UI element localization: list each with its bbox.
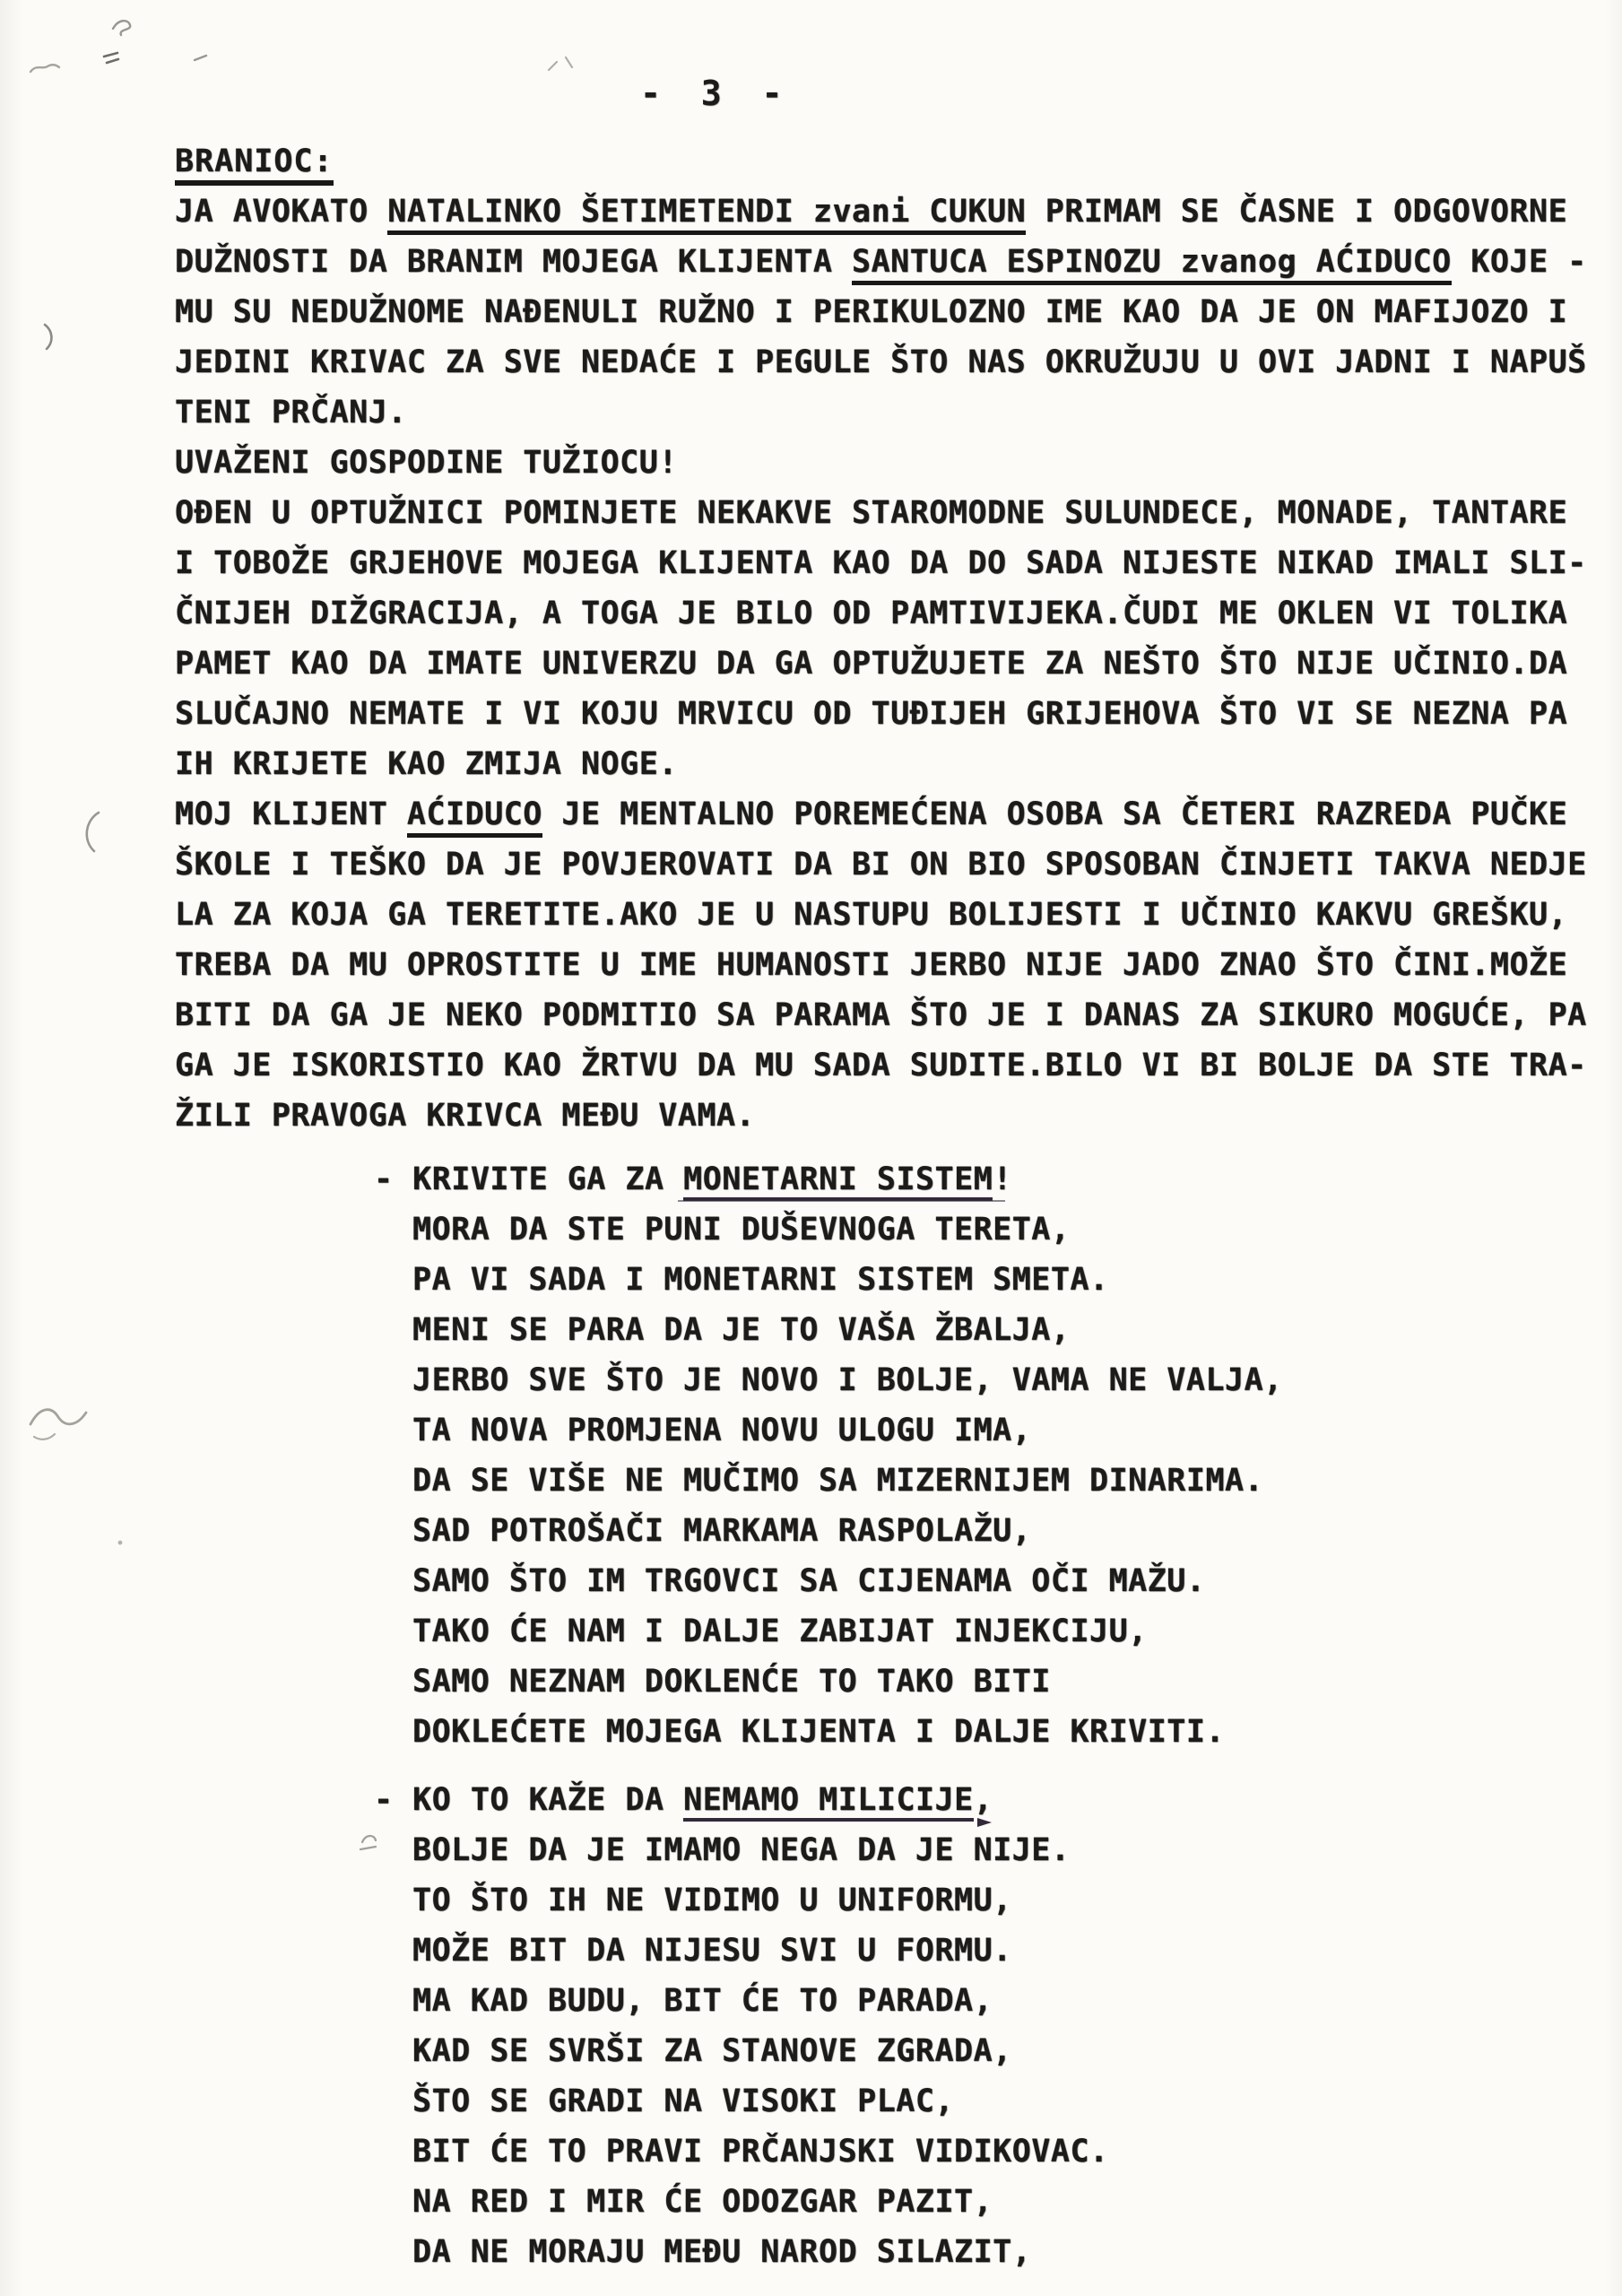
text-line	[0, 136, 1622, 187]
text-segment: DUŽNOSTI DA BRANIM MOJEGA KLIJENTA	[175, 244, 853, 280]
text-segment: TA NOVA PROMJENA NOVU ULOGU IMA,	[412, 1413, 1032, 1448]
text-segment: TENI PRČANJ.	[175, 395, 407, 430]
text-line	[0, 1825, 1622, 1875]
text-line	[0, 387, 1622, 438]
text-segment: ,	[973, 1782, 993, 1818]
text-segment: LA ZA KOJA GA TERETITE.AKO JE U NASTUPU BOLIJESTI I UČINIO KAKVU GREŠKU,	[175, 897, 1568, 933]
text-line	[0, 1707, 1622, 1757]
underlined-text-segment: SANTUCA ESPINOZU zvanog AĆIDUCO	[852, 244, 1452, 285]
text-segment: PRIMAM SE ČASNE I ODGOVORNE	[1026, 194, 1568, 230]
text-line	[0, 187, 1622, 237]
underlined-text-segment: MONETARNI SISTEM	[683, 1161, 993, 1201]
text-line	[0, 1926, 1622, 1976]
text-line	[0, 538, 1622, 588]
text-line	[0, 1606, 1622, 1657]
text-segment: MENI SE PARA DA JE TO VAŠA ŽBALJA,	[412, 1312, 1071, 1348]
text-segment: !	[993, 1161, 1012, 1197]
text-line	[0, 1355, 1622, 1405]
text-line	[0, 488, 1622, 538]
text-segment: MA KAD BUDU, BIT ĆE TO PARADA,	[412, 1983, 993, 2019]
text-segment: BITI DA GA JE NEKO PODMITIO SA PARAMA ŠTO JE I DANAS ZA SIKURO MOGUĆE, PA	[175, 997, 1587, 1033]
text-segment: JA AVOKATO	[175, 194, 388, 230]
text-line	[0, 2026, 1622, 2076]
text-line	[0, 1255, 1622, 1305]
pencil-mark-icon	[30, 65, 59, 72]
text-line	[0, 1456, 1622, 1506]
text-segment: MORA DA STE PUNI DUŠEVNOGA TERETA,	[412, 1212, 1071, 1248]
text-segment: - KRIVITE GA ZA	[374, 1161, 684, 1197]
text-line	[0, 1775, 1622, 1825]
text-segment: NA RED I MIR ĆE ODOZGAR PAZIT,	[412, 2184, 993, 2220]
text-segment: TREBA DA MU OPROSTITE U IME HUMANOSTI JERBO NIJE JADO ZNAO ŠTO ČINI.MOŽE	[175, 947, 1568, 983]
text-segment: ČNIJEH DIŽGRACIJA, A TOGA JE BILO OD PAMTIVIJEKA.ČUDI ME OKLEN VI TOLIKA	[175, 596, 1568, 631]
text-line	[0, 1976, 1622, 2026]
text-line	[0, 1305, 1622, 1355]
text-segment: TAKO ĆE NAM I DALJE ZABIJAT INJEKCIJU,	[412, 1613, 1148, 1649]
text-line	[0, 1091, 1622, 1141]
text-segment: I TOBOŽE GRJEHOVE MOJEGA KLIJENTA KAO DA DO SADA NIJESTE NIKAD IMALI SLI-	[175, 545, 1587, 581]
text-segment: UVAŽENI GOSPODINE TUŽIOCU!	[175, 445, 678, 481]
text-segment: PA VI SADA I MONETARNI SISTEM SMETA.	[412, 1262, 1109, 1298]
text-line	[0, 890, 1622, 940]
text-line	[0, 287, 1622, 337]
text-segment: MOJ KLIJENT	[175, 796, 407, 832]
text-segment: BOLJE DA JE IMAMO NEGA DA JE NIJE.	[412, 1832, 1071, 1868]
text-segment: GA JE ISKORISTIO KAO ŽRTVU DA MU SADA SUDITE.BILO VI BI BOLJE DA STE TRA-	[175, 1048, 1587, 1083]
underlined-text-segment: NEMAMO MILICIJE	[683, 1782, 974, 1822]
text-segment: JE MENTALNO POREMEĆENA OSOBA SA ČETERI RAZREDA PUČKE	[542, 796, 1568, 832]
text-segment: BIT ĆE TO PRAVI PRČANJSKI VIDIKOVAC.	[412, 2134, 1109, 2170]
text-line	[0, 940, 1622, 990]
text-segment: ŠKOLE I TEŠKO DA JE POVJEROVATI DA BI ON BIO SPOSOBAN ČINJETI TAKVA NEDJE	[175, 847, 1587, 883]
text-line	[0, 237, 1622, 287]
text-segment: SAD POTROŠAČI MARKAMA RASPOLAŽU,	[412, 1513, 1032, 1549]
text-line	[0, 1506, 1622, 1556]
text-segment: MU SU NEDUŽNOME NAĐENULI RUŽNO I PERIKULOZNO IME KAO DA JE ON MAFIJOZO I	[175, 294, 1568, 330]
text-segment: SAMO ŠTO IM TRGOVCI SA CIJENAMA OČI MAŽU.	[412, 1563, 1206, 1599]
text-line	[0, 2076, 1622, 2126]
text-line	[0, 1040, 1622, 1091]
document-lines	[0, 136, 1622, 2277]
text-segment: - KO TO KAŽE DA	[374, 1782, 684, 1818]
text-line	[0, 990, 1622, 1040]
underlined-text-segment: NATALINKO ŠETIMETENDI zvani CUKUN	[387, 194, 1026, 235]
text-line	[0, 739, 1622, 789]
pencil-mark-icon	[113, 21, 130, 35]
text-segment: SAMO NEZNAM DOKLENĆE TO TAKO BITI	[412, 1664, 1051, 1700]
text-segment: DA SE VIŠE NE MUČIMO SA MIZERNIJEM DINARIMA.	[412, 1463, 1264, 1499]
text-segment: ŽILI PRAVOGA KRIVCA MEĐU VAMA.	[175, 1098, 756, 1134]
text-line	[0, 2126, 1622, 2177]
text-segment: DOKLEĆETE MOJEGA KLIJENTA I DALJE KRIVITI.	[412, 1714, 1226, 1750]
text-segment: KAD SE SVRŠI ZA STANOVE ZGRADA,	[412, 2033, 1012, 2069]
text-segment: JERBO SVE ŠTO JE NOVO I BOLJE, VAMA NE VALJA,	[412, 1362, 1283, 1398]
text-line	[0, 2177, 1622, 2227]
text-line	[0, 1556, 1622, 1606]
pencil-mark-icon	[549, 57, 572, 70]
text-line	[0, 2227, 1622, 2277]
underlined-text-segment: AĆIDUCO	[407, 796, 542, 838]
text-segment: MOŽE BIT DA NIJESU SVI U FORMU.	[412, 1933, 1012, 1969]
pencil-mark-icon	[195, 56, 206, 60]
text-line	[0, 337, 1622, 387]
text-segment: OĐEN U OPTUŽNICI POMINJETE NEKAKVE STAROMODNE SULUNDECE, MONADE, TANTARE	[175, 495, 1568, 531]
text-line	[0, 1875, 1622, 1926]
pencil-mark-icon	[104, 53, 118, 63]
text-line	[0, 1205, 1622, 1255]
text-line	[0, 1154, 1622, 1205]
text-line	[0, 1657, 1622, 1707]
underlined-text-segment: BRANIOC:	[175, 144, 334, 186]
text-line	[0, 789, 1622, 839]
text-segment: TO ŠTO IH NE VIDIMO U UNIFORMU,	[412, 1883, 1012, 1918]
text-segment: ŠTO SE GRADI NA VISOKI PLAC,	[412, 2083, 955, 2119]
text-line	[0, 1405, 1622, 1456]
text-segment: PAMET KAO DA IMATE UNIVERZU DA GA OPTUŽUJETE ZA NEŠTO ŠTO NIJE UČINIO.DA	[175, 646, 1568, 682]
text-segment: KOJE -	[1451, 244, 1587, 280]
text-line	[0, 639, 1622, 689]
text-segment: IH KRIJETE KAO ZMIJA NOGE.	[175, 746, 678, 782]
text-segment: SLUČAJNO NEMATE I VI KOJU MRVICU OD TUĐIJEH GRIJEHOVA ŠTO VI SE NEZNA PA	[175, 696, 1568, 732]
text-line	[0, 689, 1622, 739]
text-line	[0, 438, 1622, 488]
text-segment: DA NE MORAJU MEĐU NAROD SILAZIT,	[412, 2234, 1032, 2270]
page-number: - 3 -	[640, 74, 793, 113]
text-line	[0, 839, 1622, 890]
text-line	[0, 588, 1622, 639]
text-segment: JEDINI KRIVAC ZA SVE NEDAĆE I PEGULE ŠTO NAS OKRUŽUJU U OVI JADNI I NAPUŠ	[175, 344, 1587, 380]
